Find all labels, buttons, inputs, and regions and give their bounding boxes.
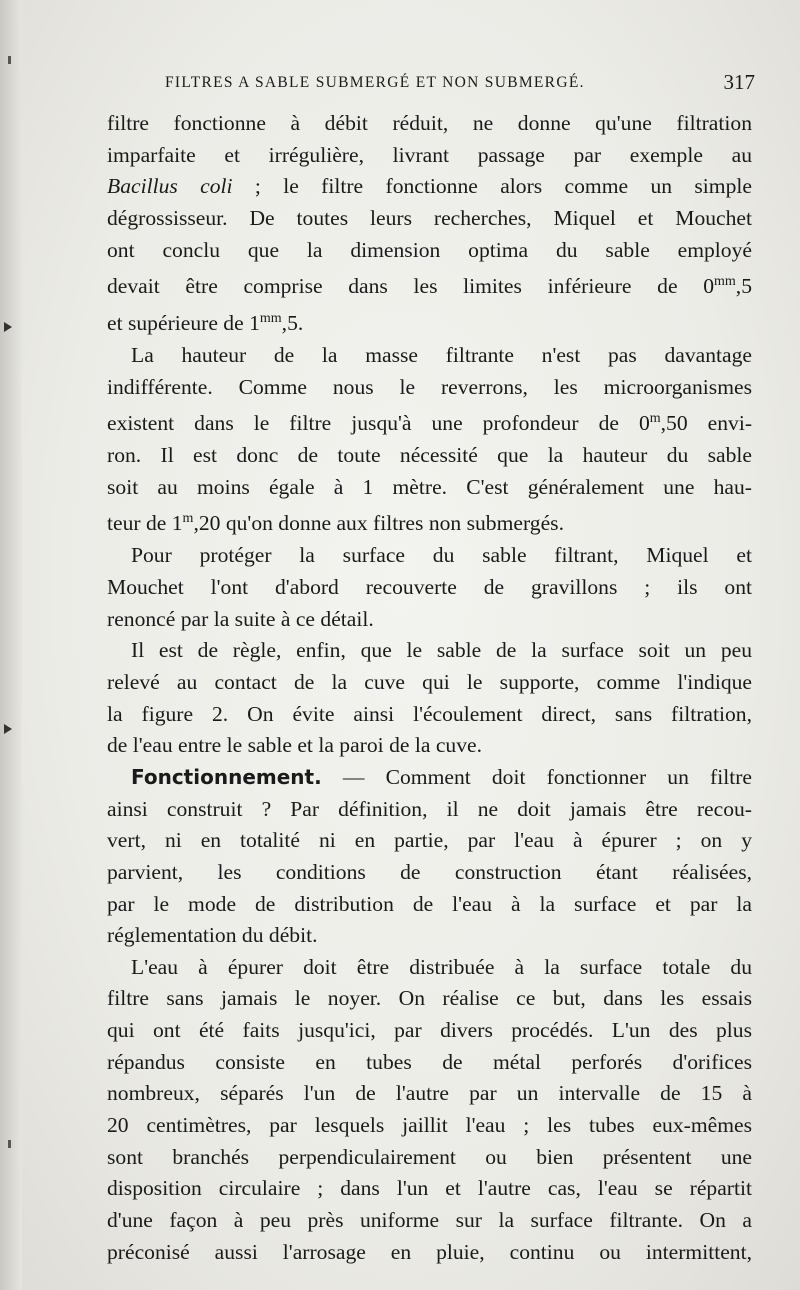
text-line: dégrossisseur. De toutes leurs recherches, Miquel et Mouchet	[107, 205, 752, 230]
italic-species-name: Bacillus coli	[107, 174, 233, 199]
text-line: vert, ni en totalité ni en partie, par l'eau à épurer ; on y	[107, 828, 752, 853]
text-line: 20 centimètres, par lesquels jaillit l'eau ; les tubes eux-mêmes	[107, 1113, 752, 1138]
text-line: préconisé aussi l'arrosage en pluie, continu ou intermittent,	[107, 1239, 752, 1264]
text-line: répandus consiste en tubes de métal perforés d'orifices	[107, 1049, 752, 1074]
text-line: Bacillus coli ; le filtre fonctionne alors comme un simple	[107, 174, 752, 199]
text-line: imparfaite et irrégulière, livrant passage par exemple au	[107, 142, 752, 167]
text-line: parvient, les conditions de construction étant réalisées,	[107, 859, 752, 884]
page-number: 317	[723, 70, 755, 94]
section-heading-line	[107, 762, 752, 794]
text-line: qui ont été faits jusqu'ici, par divers procédés. L'un des plus	[107, 1018, 752, 1043]
margin-mark	[4, 724, 12, 734]
margin-tick	[8, 1140, 11, 1148]
text-line: teur de 1$^m$,20 qu'on donne aux filtres non submergés.	[107, 511, 564, 536]
text-line: relevé au contact de la cuve qui le supporte, comme l'indique	[107, 669, 752, 694]
unit-superscript: m	[182, 511, 194, 527]
unit-superscript: mm	[259, 311, 282, 327]
heading-rest: — Comment doit fonctionner un filtre	[321, 764, 752, 789]
text-line: réglementation du débit.	[107, 923, 318, 948]
text-line: ron. Il est donc de toute nécessité que la hauteur du sable	[107, 443, 752, 468]
text-line: d'une façon à peu près uniforme sur la surface filtrante. On a	[107, 1208, 752, 1233]
unit-superscript: mm	[714, 274, 736, 290]
text-line: ainsi construit ? Par définition, il ne doit jamais être recou-	[107, 796, 752, 821]
body-text	[107, 108, 752, 1268]
text-line: et supérieure de $1^{mm},5$.	[107, 311, 304, 336]
page-gutter-shadow	[0, 0, 22, 1290]
running-header	[165, 70, 755, 94]
text-line: indifférente. Comme nous le reverrons, les microorganismes	[107, 374, 752, 399]
margin-mark	[4, 322, 12, 332]
text-line: existent dans le filtre jusqu'à une profondeur de 0$^m$,50 envi-	[107, 411, 753, 436]
section-heading: Fonctionnement.	[131, 764, 322, 789]
text-line: disposition circulaire ; dans l'un et l'autre cas, l'eau se répartit	[107, 1176, 752, 1201]
text-line: renoncé par la suite à ce détail.	[107, 606, 374, 631]
text-line: par le mode de distribution de l'eau à la surface et par la	[107, 891, 752, 916]
text-line: la figure 2. On évite ainsi l'écoulement direct, sans filtration,	[107, 701, 752, 726]
text-line: sont branchés perpendiculairement ou bien présentent une	[107, 1144, 752, 1169]
running-title: FILTRES A SABLE SUBMERGÉ ET NON SUBMERGÉ.	[165, 74, 585, 91]
text-line: filtre sans jamais le noyer. On réalise ce but, dans les essais	[107, 986, 752, 1011]
paragraph-start-line: L'eau à épurer doit être distribuée à la surface totale du	[131, 954, 752, 979]
paragraph-start-line: Il est de règle, enfin, que le sable de la surface soit un peu	[131, 638, 752, 663]
text-line: de l'eau entre le sable et la paroi de la cuve.	[107, 733, 482, 758]
margin-tick	[8, 56, 11, 64]
text-line: ont conclu que la dimension optima du sable employé	[107, 237, 752, 262]
text-line: nombreux, séparés l'un de l'autre par un intervalle de 15 à	[107, 1081, 752, 1106]
text-line: devait être comprise dans les limites inférieure de $0^{mm},5$	[107, 274, 752, 299]
text-line: Mouchet l'ont d'abord recouverte de gravillons ; ils ont	[107, 574, 752, 599]
text-line: filtre fonctionne à débit réduit, ne donne qu'une filtration	[107, 111, 752, 135]
text-line: soit au moins égale à 1 mètre. C'est généralement une hau-	[107, 474, 752, 499]
unit-superscript: m	[649, 411, 661, 427]
paragraph-start-line: Pour protéger la surface du sable filtrant, Miquel et	[131, 543, 752, 568]
paragraph-start-line: La hauteur de la masse filtrante n'est pas davantage	[131, 342, 752, 367]
